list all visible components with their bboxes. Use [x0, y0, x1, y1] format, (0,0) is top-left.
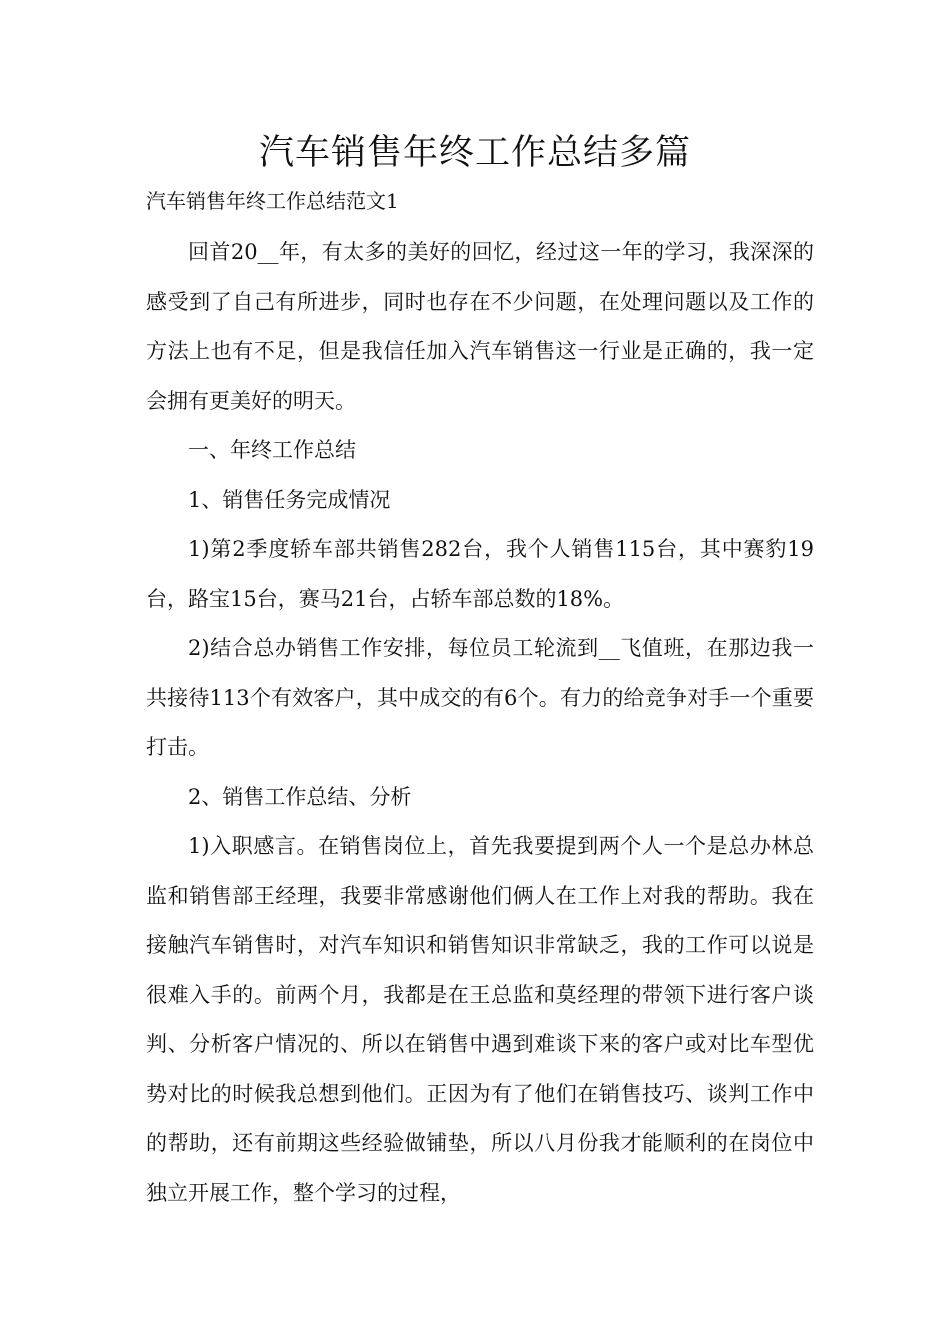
document-body — [146, 228, 814, 1218]
subsection-heading-sales-task: 1、销售任务完成情况 — [188, 487, 391, 512]
paragraph-onboarding: 1)入职感言。在销售岗位上，首先我要提到两个人一个是总办林总监和销售部王经理，我要非常感谢他们俩人在工作上对我的帮助。我在接触汽车销售时，对汽车知识和销售知识非常缺乏，我的工作可以说是很难入手的。前两个月，我都是在王总监和莫经理的带领下进行客户谈判、分析客户情况的、所以在销售中遇到难谈下来的客户或对比车型优势对比的时候我总想到他们。正因为有了他们在销售技巧、谈判工作中的帮助，还有前期这些经验做铺垫，所以八月份我才能顺利的在岗位中独立开展工作，整个学习的过程， — [146, 834, 814, 1205]
subsection-heading-sales-analysis: 2、销售工作总结、分析 — [188, 784, 412, 809]
document-title: 汽车销售年终工作总结多篇 — [258, 133, 691, 173]
paragraph-intro: 回首20__年，有太多的美好的回忆，经过这一年的学习，我深深的感受到了自己有所进步，同时也存在不少问题，在处理问题以及工作的方法上也有不足，但是我信任加入汽车销售这一行业是正确的，我一定会拥有更美好的明天。 — [146, 240, 814, 413]
paragraph-sales-figures: 1)第2季度轿车部共销售282台，我个人销售115台，其中赛豹19台，路宝15台，赛马21台，占轿车部总数的18%。 — [146, 537, 814, 611]
paragraph-duty-rotation: 2)结合总办销售工作安排，每位员工轮流到__飞值班，在那边我一共接待113个有效客户，其中成交的有6个。有力的给竞争对手一个重要打击。 — [146, 636, 814, 759]
document-subtitle: 汽车销售年终工作总结范文1 — [146, 189, 399, 213]
section-heading-year-end-summary: 一、年终工作总结 — [188, 438, 356, 462]
